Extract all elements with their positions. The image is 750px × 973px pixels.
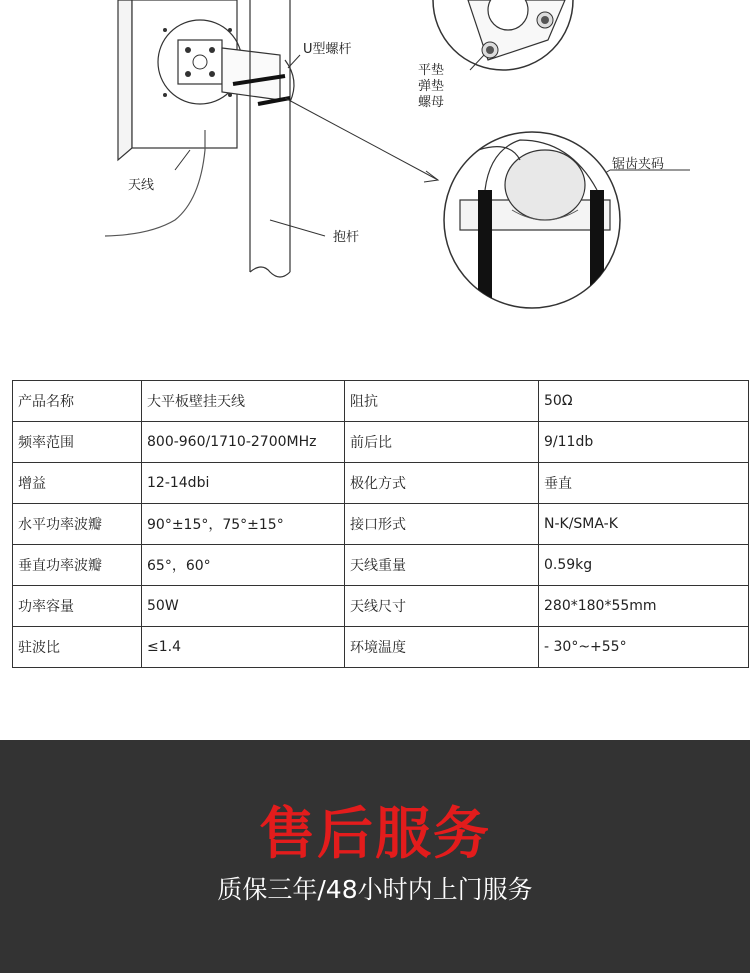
u-bolt-label: U型螺杆 [303, 42, 352, 57]
spec-label: 增益 [13, 463, 142, 504]
spring-washer-label: 弹垫 [418, 79, 445, 94]
service-subtitle: 质保三年/48小时内上门服务 [217, 875, 533, 904]
spec-value: 65°，60° [142, 545, 345, 586]
spec-value: 90°±15°，75°±15° [142, 504, 345, 545]
spec-value: ≤1.4 [142, 627, 345, 668]
table-row [13, 422, 749, 463]
mounting-bracket [222, 48, 280, 100]
table-row [13, 586, 749, 627]
serrated-clamp-label: 锯齿夹码 [612, 157, 665, 172]
spec-value: 280*180*55mm [539, 586, 749, 627]
washer-detail [433, 0, 573, 70]
spec-table-body [13, 381, 749, 668]
clamp-detail [444, 132, 620, 308]
spec-label: 频率范围 [13, 422, 142, 463]
spec-label: 极化方式 [345, 463, 539, 504]
spec-value: - 30°~+55° [539, 627, 749, 668]
table-row [13, 463, 749, 504]
flat-washer-label: 平垫 [418, 63, 445, 78]
spec-label: 阻抗 [345, 381, 539, 422]
table-row [13, 545, 749, 586]
spec-label: 前后比 [345, 422, 539, 463]
mounting-illustration [0, 0, 750, 350]
spec-value: N-K/SMA-K [539, 504, 749, 545]
spec-label: 环境温度 [345, 627, 539, 668]
mounting-plate [178, 40, 222, 84]
spec-label: 天线尺寸 [345, 586, 539, 627]
antenna-label: 天线 [128, 178, 155, 193]
spec-label: 功率容量 [13, 586, 142, 627]
spec-label: 垂直功率波瓣 [13, 545, 142, 586]
pole-break [250, 267, 290, 277]
spec-label: 水平功率波瓣 [13, 504, 142, 545]
table-row [13, 504, 749, 545]
pole-label: 抱杆 [333, 230, 360, 245]
installation-diagram [0, 0, 750, 350]
table-row [13, 627, 749, 668]
spec-label: 驻波比 [13, 627, 142, 668]
spec-value: 9/11db [539, 422, 749, 463]
spec-table [12, 380, 749, 668]
spec-label: 天线重量 [345, 545, 539, 586]
spec-value: 50Ω [539, 381, 749, 422]
table-row [13, 381, 749, 422]
spec-value: 800-960/1710-2700MHz [142, 422, 345, 463]
nut-label: 螺母 [418, 95, 445, 110]
spec-label: 接口形式 [345, 504, 539, 545]
service-title: 售后服务 [259, 802, 491, 867]
spec-value: 0.59kg [539, 545, 749, 586]
spec-label: 产品名称 [13, 381, 142, 422]
service-banner [0, 740, 750, 973]
spec-value: 12-14dbi [142, 463, 345, 504]
antenna-panel-side [118, 0, 132, 160]
spec-value: 大平板壁挂天线 [142, 381, 345, 422]
spec-value: 垂直 [539, 463, 749, 504]
detail-arrow [285, 98, 438, 180]
spec-value: 50W [142, 586, 345, 627]
